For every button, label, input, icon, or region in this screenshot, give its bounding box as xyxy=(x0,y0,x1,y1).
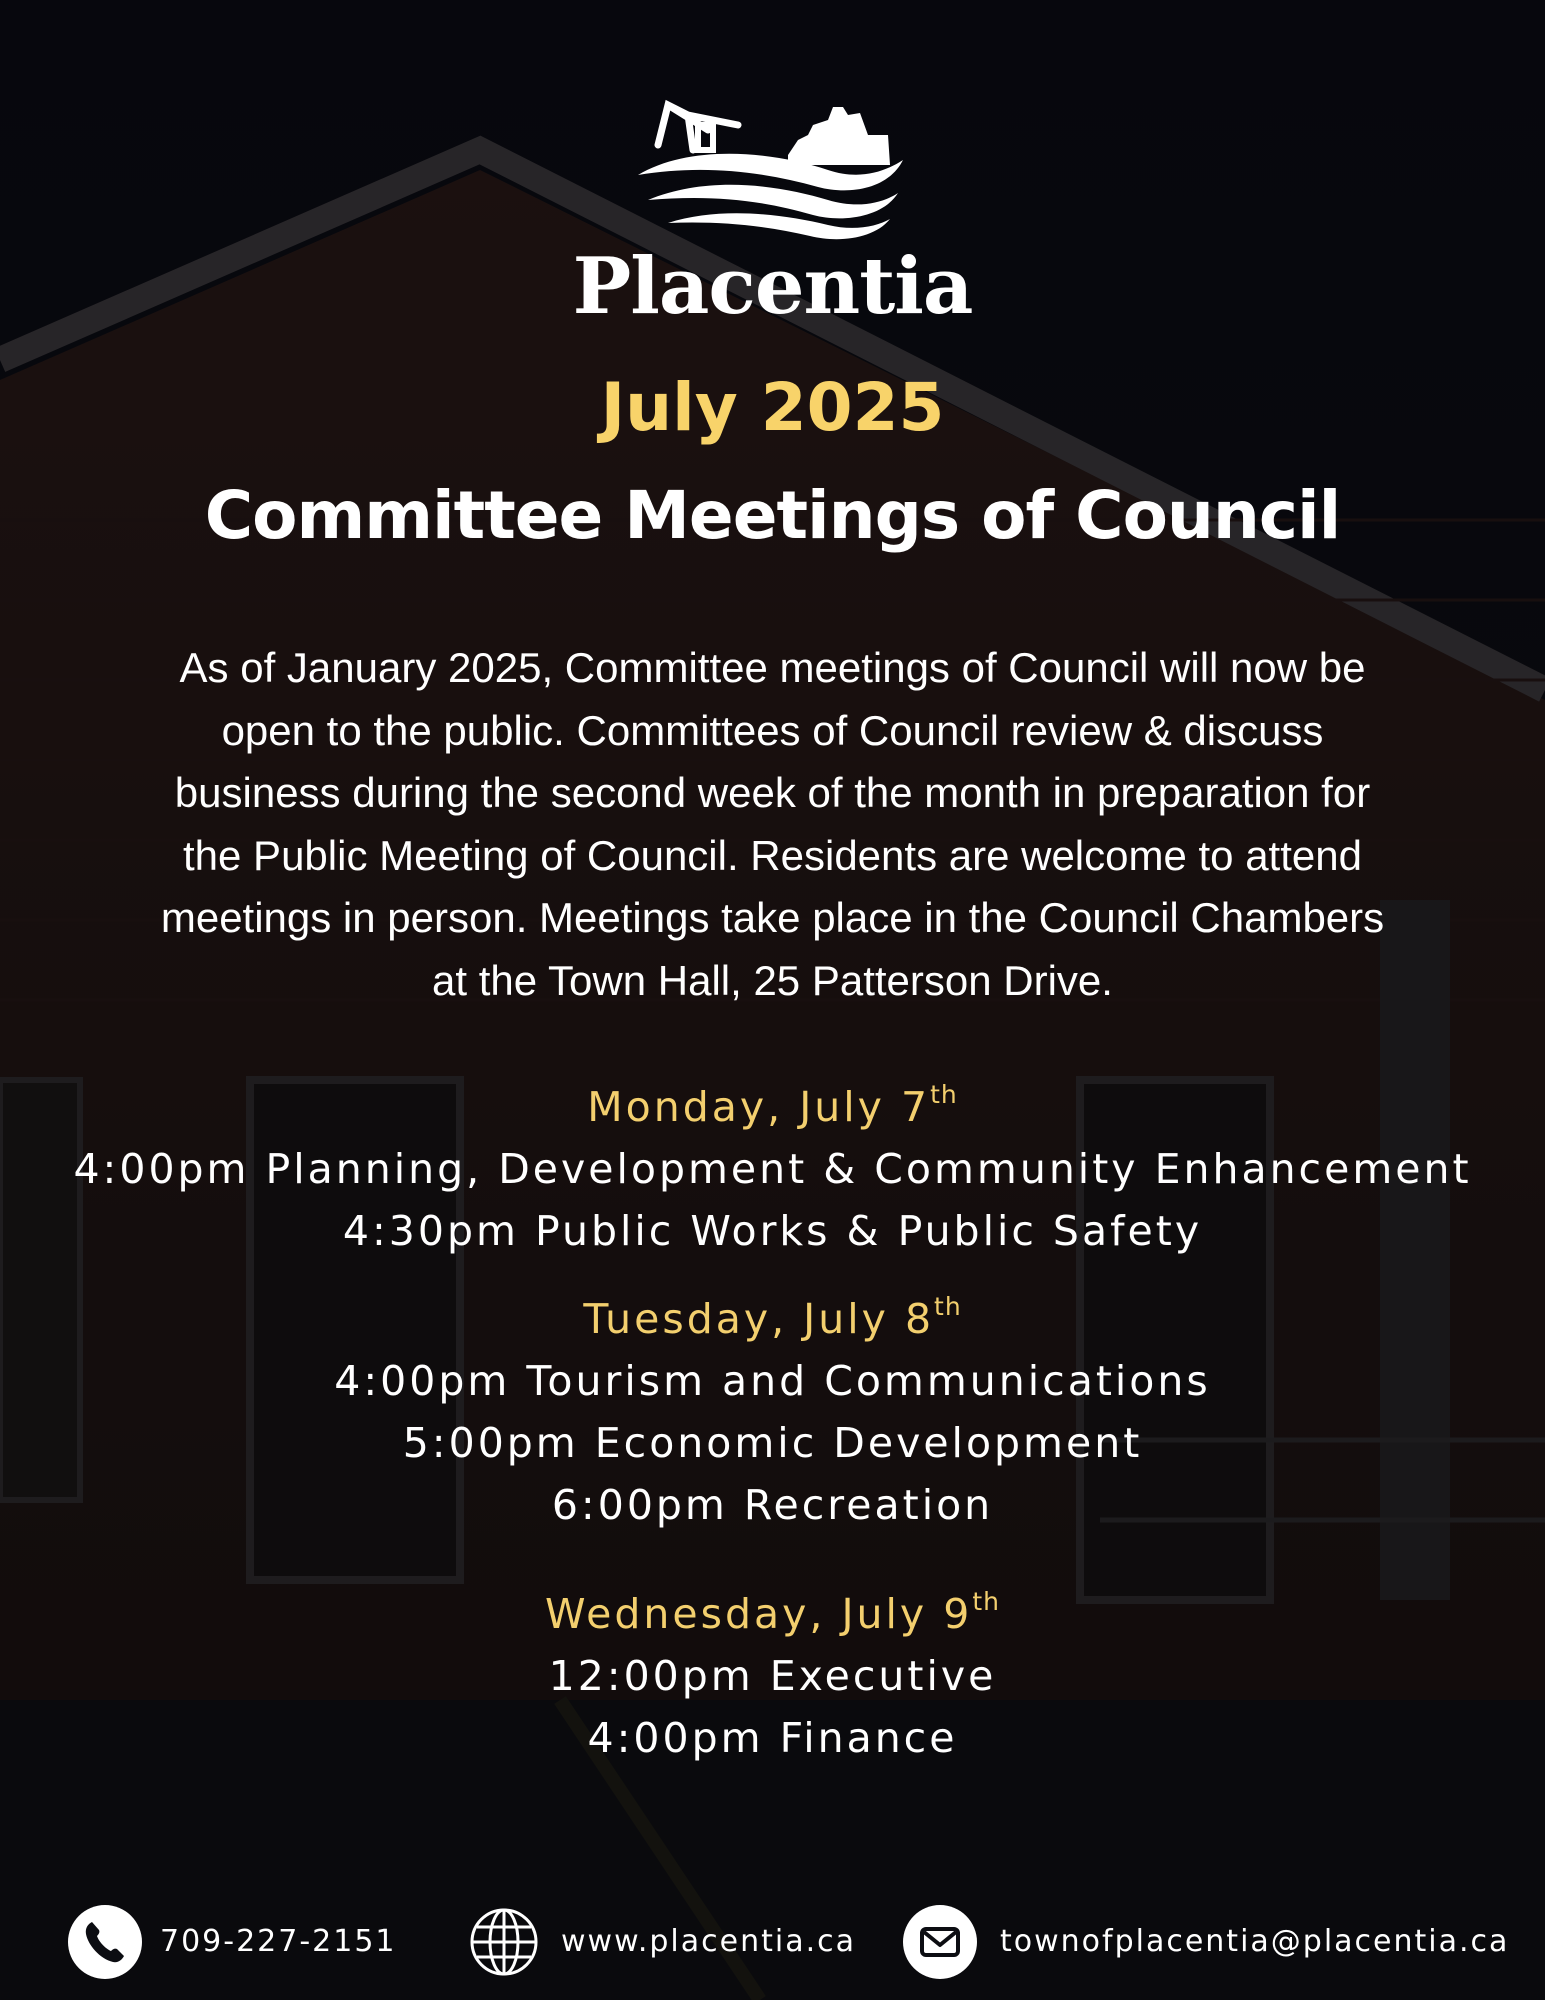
meeting-item: 12:00pm Executive xyxy=(548,1652,997,1700)
schedule-day-wednesday xyxy=(0,1583,1545,1769)
intro-line: at the Town Hall, 25 Patterson Drive. xyxy=(432,956,1113,1004)
meeting-item: 4:00pm Finance xyxy=(587,1714,958,1762)
phone-number[interactable]: 709-227-2151 xyxy=(160,1924,397,1959)
day-suffix: th xyxy=(934,1292,962,1321)
day-label: Wednesday, July 9 xyxy=(545,1590,973,1638)
brand-wordmark: Placentia xyxy=(572,241,973,332)
intro-line: As of January 2025, Committee meetings of Council will now be xyxy=(179,644,1366,691)
schedule-day-monday xyxy=(0,1076,1545,1262)
day-suffix: th xyxy=(972,1587,1000,1616)
mail-icon xyxy=(903,1905,977,1979)
meeting-item: 6:00pm Recreation xyxy=(551,1481,994,1529)
day-heading xyxy=(0,1288,1545,1350)
contact-footer xyxy=(0,1905,1545,1985)
meeting-item: 4:30pm Public Works & Public Safety xyxy=(342,1207,1203,1255)
intro-line: business during the second week of the month in preparation for xyxy=(174,769,1371,816)
day-heading xyxy=(0,1583,1545,1645)
intro-line: the Public Meeting of Council. Residents are welcome to attend xyxy=(183,831,1362,879)
meeting-item: 4:00pm Planning, Development & Community Enhancement xyxy=(73,1145,1472,1193)
meeting-item: 5:00pm Economic Development xyxy=(402,1419,1143,1467)
schedule-day-tuesday xyxy=(0,1288,1545,1536)
intro-paragraph xyxy=(70,637,1475,1012)
day-suffix: th xyxy=(930,1080,958,1109)
day-label: Tuesday, July 8 xyxy=(583,1295,935,1343)
placentia-logo xyxy=(0,95,1545,245)
day-heading xyxy=(0,1076,1545,1138)
website-link[interactable]: www.placentia.ca xyxy=(561,1924,857,1959)
email-link[interactable]: townofplacentia@placentia.ca xyxy=(1000,1924,1510,1959)
page-title: Committee Meetings of Council xyxy=(204,477,1341,554)
intro-line: meetings in person. Meetings take place in the Council Chambers xyxy=(160,894,1385,941)
day-label: Monday, July 7 xyxy=(587,1083,931,1131)
month-heading: July 2025 xyxy=(600,369,945,446)
phone-icon xyxy=(68,1905,142,1979)
meeting-item: 4:00pm Tourism and Communications xyxy=(334,1357,1211,1405)
intro-line: open to the public. Committees of Council review & discuss xyxy=(221,706,1324,754)
globe-icon xyxy=(467,1905,541,1979)
lighthouse-waves-emblem xyxy=(628,95,918,245)
